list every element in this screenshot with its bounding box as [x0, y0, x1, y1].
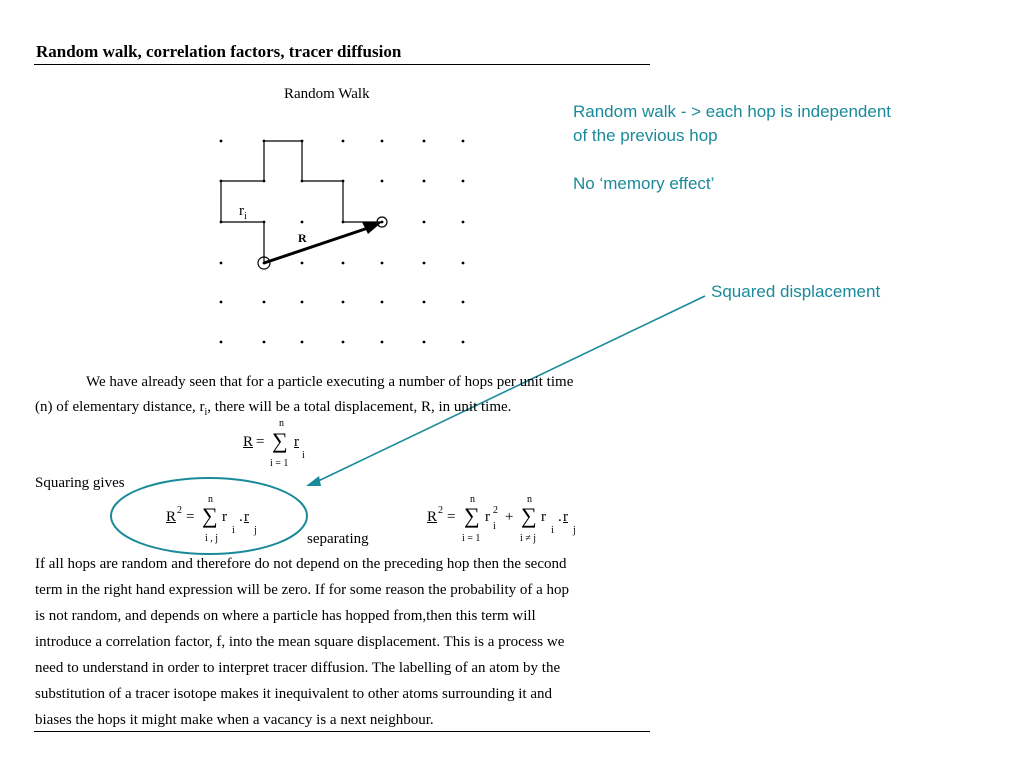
eq2-r1: r	[222, 509, 227, 525]
eq1-lower: i = 1	[270, 458, 289, 469]
body-line: substitution of a tracer isotope makes it inequivalent to other atoms surrounding it and	[35, 686, 552, 702]
lattice-dot	[462, 221, 465, 224]
note-squared: Squared displacement	[711, 282, 881, 301]
displacement-arrowhead	[362, 222, 382, 234]
intro-line-1: We have already seen that for a particle executing a number of hops per unit time	[86, 374, 574, 390]
eq2-sq: 2	[177, 505, 182, 516]
label-ri: $r_i$	[239, 203, 247, 222]
eq3-plus: +	[505, 509, 514, 525]
lattice-dot	[263, 301, 266, 304]
separating-label: separating	[307, 531, 369, 547]
eq2-upper: n	[208, 494, 213, 505]
lattice-dot	[462, 262, 465, 265]
eq2-sub-j: j	[254, 525, 257, 536]
intro-line-2: (n) of elementary distance, $r_i$, there will be a total displacement, R, in unit time.	[35, 399, 512, 418]
lattice-dot	[423, 140, 426, 143]
eq2-dot: .	[239, 509, 243, 525]
body-line: is not random, and depends on where a particle has hopped from,then this term will	[35, 608, 536, 624]
lattice-dots	[220, 140, 465, 344]
lattice-dot	[342, 262, 345, 265]
eq1-sub: i	[302, 450, 305, 461]
lattice-dot	[462, 140, 465, 143]
eq3-sum-1: ∑	[464, 503, 480, 528]
eq2-R: R	[166, 509, 177, 525]
eq3-sub-i1: i	[493, 521, 496, 532]
squaring-label: Squaring gives	[35, 475, 125, 491]
eq2-sum: ∑	[202, 503, 218, 528]
eq3-equals: =	[447, 509, 456, 525]
lattice-dot	[423, 341, 426, 344]
page-title: Random walk, correlation factors, tracer diffusion	[36, 42, 402, 61]
body-line: biases the hops it might make when a vacancy is a next neighbour.	[35, 712, 434, 728]
lattice-dot	[381, 262, 384, 265]
lattice-dot	[342, 301, 345, 304]
eq2-lower: i , j	[205, 533, 219, 544]
eq2-r2: r	[244, 509, 249, 525]
body-line: term in the right hand expression will be zero. If for some reason the probability of a hop	[35, 582, 570, 598]
eq3-sq-r: 2	[493, 505, 498, 516]
lattice-dot	[462, 341, 465, 344]
eq3-sub-j: j	[573, 525, 576, 536]
eq1-r: r	[294, 434, 299, 450]
eq-R-symbol: R	[243, 434, 254, 450]
lattice-dot	[423, 301, 426, 304]
lattice-dot	[462, 301, 465, 304]
body-line: need to understand in order to interpret tracer diffusion. The labelling of an atom by the	[35, 660, 561, 676]
lattice-dot	[220, 301, 223, 304]
lattice-dot	[220, 341, 223, 344]
displacement-arrow	[264, 228, 368, 263]
eq3-sub-i2: i	[551, 525, 554, 536]
lattice-dot	[423, 180, 426, 183]
lattice-dot	[381, 341, 384, 344]
eq-equals-1: =	[256, 434, 265, 450]
note-line-1: Random walk - > each hop is independent	[573, 102, 892, 121]
body-line: If all hops are random and therefore do not depend on the preceding hop then the second	[35, 556, 567, 572]
lattice-dot	[220, 140, 223, 143]
figure-title: Random Walk	[284, 86, 370, 102]
eq2-equals: =	[186, 509, 195, 525]
body-paragraph	[35, 551, 675, 733]
lattice-dot	[462, 180, 465, 183]
eq3-r3: r	[563, 509, 568, 525]
note-line-2: of the previous hop	[573, 126, 718, 145]
lattice-dot	[220, 262, 223, 265]
lattice-dot	[263, 341, 266, 344]
lattice-dot	[301, 341, 304, 344]
label-R: R	[298, 231, 307, 245]
note-memory: No ‘memory effect’	[573, 174, 715, 193]
eq3-sq: 2	[438, 505, 443, 516]
lattice-dot	[381, 301, 384, 304]
lattice-dot	[423, 262, 426, 265]
lattice-dot	[342, 140, 345, 143]
eq3-R: R	[427, 509, 438, 525]
lattice-dot	[381, 180, 384, 183]
pointer-arrowhead	[306, 476, 321, 486]
bottom-rule	[34, 731, 650, 732]
lattice-dot	[342, 341, 345, 344]
eq3-dot: .	[558, 509, 562, 525]
eq3-lower-2: i ≠ j	[520, 533, 537, 544]
lattice-dot	[301, 221, 304, 224]
lattice-dot	[423, 221, 426, 224]
eq3-upper-1: n	[470, 494, 475, 505]
eq3-r1: r	[485, 509, 490, 525]
eq3-sum-2: ∑	[521, 503, 537, 528]
body-line: introduce a correlation factor, f, into the mean square displacement. This is a process we	[35, 634, 565, 650]
eq2-sub-i: i	[232, 525, 235, 536]
eq3-lower-1: i = 1	[462, 533, 481, 544]
lattice-dot	[301, 262, 304, 265]
eq1-sum: ∑	[272, 428, 288, 453]
lattice-dot	[301, 301, 304, 304]
eq3-r2: r	[541, 509, 546, 525]
eq1-upper: n	[279, 418, 284, 429]
lattice-dot	[381, 140, 384, 143]
eq3-upper-2: n	[527, 494, 532, 505]
